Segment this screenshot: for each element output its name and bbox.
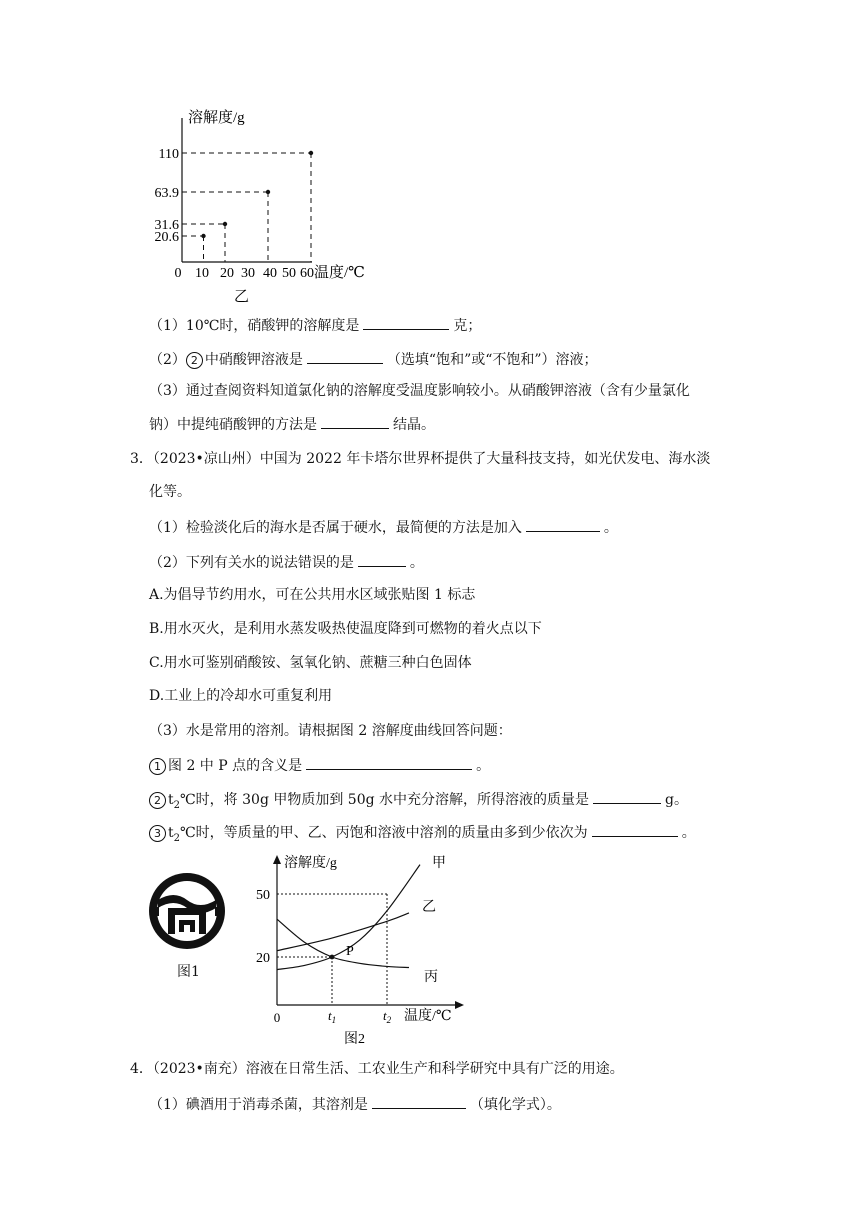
q3-stem-line1: 3．（2023•凉山州）中国为 2022 年卡塔尔世界杯提供了大量科技支持，如光伏发电、海水淡 [130, 451, 711, 467]
series-line-2 [277, 913, 409, 951]
x-tick-label: 10 [195, 266, 209, 281]
q2-sub2-prefix: （2） [149, 352, 186, 368]
q2-sub3-line1: （3）通过查阅资料知道氯化钠的溶解度受温度影响较小。从硝酸钾溶液（含有少量氯化 [149, 383, 690, 399]
x-tick-label: 20 [220, 266, 234, 281]
answer-blank[interactable] [372, 1094, 466, 1109]
x-axis-label: 温度/℃ [404, 1009, 452, 1024]
y-axis-arrow-icon [273, 855, 281, 864]
y-tick-label: 50 [256, 888, 270, 903]
y-tick-label: 20.6 [154, 230, 179, 245]
y-tick-label: 31.6 [154, 218, 179, 233]
chart-marks [277, 855, 446, 1005]
q2-sub3-text: 钠）中提纯硝酸钾的方法是 [149, 417, 317, 433]
chart-axes [155, 118, 315, 281]
solubility-chart-yi [154, 100, 410, 310]
q2-sub3-tail: 结晶。 [393, 417, 435, 433]
data-point [201, 234, 205, 238]
y-tick-label: 63.9 [154, 186, 179, 201]
temp-subscript: 2 [173, 799, 181, 811]
y-axis-label: 溶解度/g [284, 856, 337, 871]
q2-sub3-line2 [149, 414, 435, 435]
chart-marks [182, 151, 313, 262]
series-label: 甲 [432, 856, 446, 871]
q3-sub1 [149, 517, 618, 538]
q3-sub1-tail: 。 [603, 520, 618, 536]
circled-number-2: 2 [149, 792, 166, 809]
answer-blank[interactable] [358, 552, 406, 567]
intersection-point [330, 955, 335, 960]
x-tick-label: 30 [241, 266, 255, 281]
x-tick-label: 60 [300, 266, 314, 281]
point-label-p: P [346, 944, 354, 959]
q3-sub3-item2 [149, 789, 688, 816]
q2-sub1 [149, 315, 481, 336]
solubility-curves-chart [250, 850, 480, 1050]
chart-caption: 图2 [344, 1032, 365, 1047]
x-tick-label: 50 [282, 266, 296, 281]
series-label: 丙 [424, 970, 438, 985]
q4-sub1-tail: （填化学式）。 [469, 1097, 561, 1113]
x-tick-label: $t_2$ [383, 1008, 392, 1025]
q2-sub1-unit: 克； [453, 318, 482, 334]
series-line-3 [277, 919, 409, 967]
q2-sub2-hint: （选填“饱和”或“不饱和”）溶液； [386, 352, 598, 368]
q3-s3a-tail: 。 [476, 758, 491, 774]
q2-sub2-text: 中硝酸钾溶液是 [204, 352, 303, 368]
q3-sub3: （3）水是常用的溶剂。请根据图 2 溶解度曲线回答问题： [149, 723, 512, 739]
q3-s3c-tail: 。 [681, 825, 696, 841]
temp-symbol: t [168, 792, 174, 808]
y-tick-label: 20 [256, 951, 270, 966]
answer-blank[interactable] [306, 755, 472, 770]
q3-stem-line2: 化等。 [149, 484, 191, 500]
temp-symbol: t [168, 825, 174, 841]
q4-sub1 [149, 1094, 561, 1115]
x-axis-label: 温度/℃ [314, 265, 365, 281]
data-point [309, 151, 313, 155]
q3-sub3-item3 [149, 822, 696, 849]
answer-blank[interactable] [307, 349, 383, 364]
fig1-caption: 图1 [177, 964, 200, 980]
circled-number-1: 1 [149, 758, 166, 775]
x-tick-label: 0 [273, 1010, 281, 1025]
q4-sub1-text: （1）碘酒用于消毒杀菌，其溶剂是 [149, 1097, 368, 1113]
q3-option-c: C.用水可鉴别硝酸铵、氢氧化钠、蔗糖三种白色固体 [149, 655, 472, 671]
answer-blank[interactable] [526, 517, 600, 532]
circled-number-2: 2 [186, 352, 203, 369]
q3-sub2-tail: 。 [409, 555, 424, 571]
x-tick-label: 40 [263, 266, 277, 281]
x-axis-arrow-icon [455, 1001, 464, 1009]
q3-option-b: B.用水灭火，是利用水蒸发吸热使温度降到可燃物的着火点以下 [149, 621, 542, 637]
q3-sub1-text: （1）检验淡化后的海水是否属于硬水，最简便的方法是加入 [149, 520, 522, 536]
q2-sub1-text: （1）10℃时，硝酸钾的溶解度是 [149, 318, 360, 334]
data-point [223, 222, 227, 226]
q3-s3b-tail: g。 [665, 792, 688, 808]
q3-option-a: A.为倡导节约用水，可在公共用水区域张贴图 1 标志 [149, 587, 476, 603]
answer-blank[interactable] [363, 315, 449, 330]
q3-s3b-text: ℃时，将 30g 甲物质加到 50g 水中充分溶解，所得溶液的质量是 [180, 792, 590, 808]
water-saving-logo-icon [146, 870, 230, 954]
x-tick-label: $t_1$ [328, 1008, 337, 1025]
data-point [266, 190, 270, 194]
q3-option-d: D.工业上的冷却水可重复利用 [149, 688, 333, 704]
answer-blank[interactable] [593, 789, 661, 804]
q3-s3a-text: 图 2 中 P 点的含义是 [168, 758, 303, 774]
answer-blank[interactable] [321, 414, 389, 429]
chart-caption: 乙 [234, 289, 250, 305]
answer-blank[interactable] [592, 822, 678, 837]
x-tick-label: 0 [174, 266, 182, 281]
q3-sub3-item1 [149, 755, 490, 776]
q4-stem: 4．（2023•南充）溶液在日常生活、工农业生产和科学研究中具有广泛的用途。 [130, 1061, 624, 1077]
y-tick-label: 110 [158, 147, 179, 162]
q3-sub2-text: （2）下列有关水的说法错误的是 [149, 555, 354, 571]
series-label: 乙 [422, 900, 436, 915]
q3-s3c-text: ℃时，等质量的甲、乙、丙饱和溶液中溶剂的质量由多到少依次为 [180, 825, 588, 841]
circled-number-3: 3 [149, 825, 166, 842]
y-axis-label: 溶解度/g [188, 110, 245, 126]
temp-subscript: 2 [173, 832, 181, 844]
q3-sub2 [149, 552, 424, 573]
q2-sub2 [149, 349, 598, 370]
